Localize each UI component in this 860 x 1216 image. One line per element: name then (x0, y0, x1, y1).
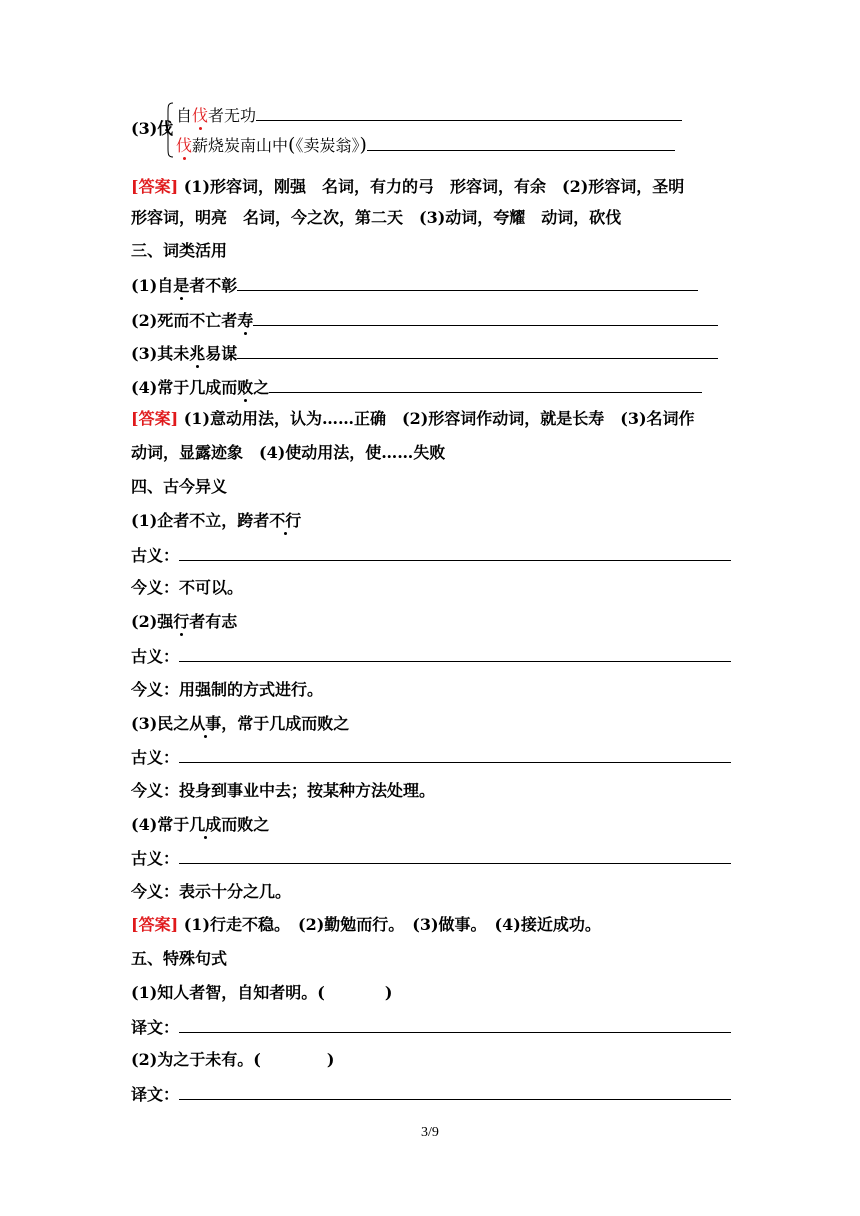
answer-block-1: [答案] (1)形容词，刚强 名词，有力的弓 形容词，有余 (2)形容词，圣明 (131, 177, 685, 196)
s4-modern-1: 今义：不可以。 (131, 578, 244, 597)
s4-ancient-4: 古义： (131, 847, 731, 870)
s4-modern-4: 今义：表示十分之几。 (131, 882, 292, 901)
answer-blank[interactable] (325, 982, 385, 998)
answer-block-2-cont: 动词，显露迹象 (4)使动用法，使……失败 (131, 443, 446, 462)
answer-blank[interactable] (256, 104, 682, 121)
answer-blank[interactable] (179, 847, 731, 864)
answer-blank[interactable] (261, 1049, 327, 1065)
answer-blank[interactable] (179, 645, 731, 662)
fa-row-1: 自伐者无功 (176, 104, 682, 127)
answer-blank[interactable] (237, 274, 698, 291)
s4-item-1: (1)企者不立，跨者不行 (131, 511, 302, 530)
s4-item-2: (2)强行者有志 (131, 612, 238, 631)
fa-row-2: 伐薪烧炭南山中(《卖炭翁》) (176, 134, 675, 157)
s5-item-2: (2)为之于未有。( ) (131, 1050, 335, 1069)
page-number: 3/9 (421, 1125, 439, 1140)
section-3-title: 三、词类活用 (131, 241, 228, 260)
brace-icon (164, 102, 174, 158)
s5-item-1: (1)知人者智，自知者明。( ) (131, 983, 393, 1002)
s4-modern-2: 今义：用强制的方式进行。 (131, 680, 324, 699)
answer-block-3: [答案] (1)行走不稳。 (2)勤勉而行。 (3)做事。 (4)接近成功。 (131, 915, 601, 934)
highlight-char: 伐 (176, 136, 193, 155)
s3-item-2: (2)死而不亡者寿 (131, 309, 718, 332)
fa-label: (3)伐 (131, 119, 174, 138)
section-4-title: 四、古今异义 (131, 477, 228, 496)
s3-item-4: (4)常于几成而败之 (131, 376, 702, 399)
answer-blank[interactable] (253, 309, 718, 326)
answer-block-1-cont: 形容词，明亮 名词，今之次，第二天 (3)动词，夸耀 动词，砍伐 (131, 208, 622, 227)
answer-blank[interactable] (179, 544, 731, 561)
answer-blank[interactable] (179, 1016, 731, 1033)
s4-ancient-1: 古义： (131, 544, 731, 567)
answer-blank[interactable] (179, 1083, 731, 1100)
answer-block-2: [答案] (1)意动用法，认为……正确 (2)形容词作动词，就是长寿 (3)名词作 (131, 409, 695, 428)
s4-ancient-3: 古义： (131, 746, 731, 769)
s4-item-3: (3)民之从事，常于几成而败之 (131, 714, 350, 733)
answer-blank[interactable] (269, 376, 702, 393)
section-5-title: 五、特殊句式 (131, 949, 228, 968)
s4-item-4: (4)常于几成而败之 (131, 815, 270, 834)
answer-blank[interactable] (179, 746, 731, 763)
s4-modern-3: 今义：投身到事业中去；按某种方法处理。 (131, 781, 436, 800)
s5-translate-2: 译文： (131, 1083, 731, 1106)
s3-item-3: (3)其未兆易谋 (131, 342, 718, 365)
highlight-char: 伐 (192, 106, 209, 125)
s4-ancient-2: 古义： (131, 645, 731, 668)
s3-item-1: (1)自是者不彰 (131, 274, 698, 297)
s5-translate-1: 译文： (131, 1016, 731, 1039)
answer-blank[interactable] (237, 342, 718, 359)
answer-blank[interactable] (367, 134, 675, 151)
